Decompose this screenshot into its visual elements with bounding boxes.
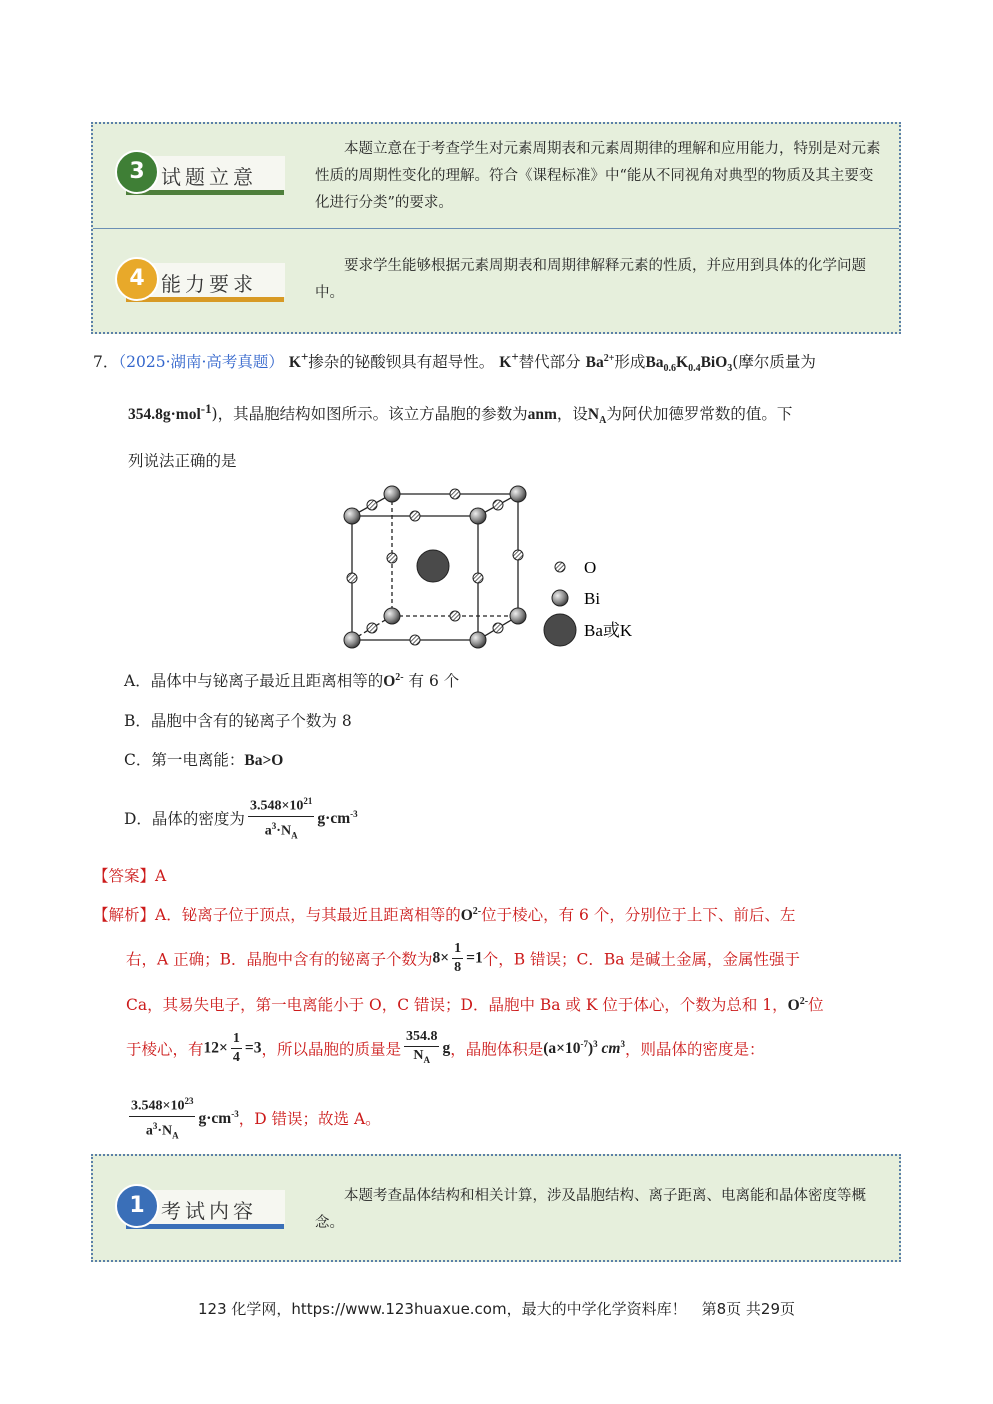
legend-bismuth-symbol xyxy=(552,590,568,606)
stem-text: ，设 xyxy=(556,405,588,424)
badge-number: 4 xyxy=(115,257,159,301)
badge-title: 能力要求 xyxy=(161,272,257,296)
page-footer: 123 化学网，https://www.123huaxue.com，最大的中学化学资料库！ 第8页 共29页 xyxy=(197,1300,795,1318)
bismuth-atom xyxy=(384,486,400,502)
oxygen-atom xyxy=(410,635,420,645)
question-number: 7． xyxy=(93,353,119,372)
k-ion: K+ xyxy=(288,349,309,372)
oxygen-atom xyxy=(493,623,503,633)
bismuth-atom xyxy=(344,508,360,524)
bismuth-atom xyxy=(344,632,360,648)
oxygen-atom xyxy=(367,623,377,633)
box-text-exam-content: 本题考查晶体结构和相关计算，涉及晶胞结构、离子距离、电离能和晶体密度等概念。 xyxy=(315,1188,866,1231)
badge-intent xyxy=(115,150,285,194)
fraction-one-quarter: $\frac{1}{4}$ xyxy=(232,1030,240,1065)
badge-title: 考试内容 xyxy=(161,1199,257,1223)
oxygen-atom xyxy=(473,573,483,583)
bismuth-atom xyxy=(510,486,526,502)
question-line-3: 列说法正确的是 xyxy=(128,452,237,470)
analysis-line-2: 右，A 正确；B．晶胞中含有的铋离子个数为8× $\frac{1}{8}$ =1个，B 错误；C．Ba 是碱土金属，金属性强于 xyxy=(126,941,800,975)
option-d[interactable]: D．晶体的密度为 $\frac{3.548\times 10^{21}}{a^3\cdot N_A}$ $g\cdot cm^{-3}$ xyxy=(124,792,358,844)
question-source: （2025·湖南·高考真题） xyxy=(118,353,284,372)
fraction-one-eighth: $\frac{1}{8}$ xyxy=(454,941,462,975)
oxygen-atom xyxy=(367,500,377,510)
ba-ion: $Ba^{2+}$ xyxy=(585,353,615,372)
k-ion: K+ xyxy=(499,349,519,372)
ba-k-atom xyxy=(417,550,449,582)
question-line-1 xyxy=(93,349,816,374)
param-a: anm xyxy=(527,406,557,424)
box-row-ability xyxy=(93,229,899,334)
option-b[interactable]: B．晶胞中含有的铋离子个数为 8 xyxy=(124,712,352,730)
box-text-intent: 本题立意在于考查学生对元素周期表和元素周期律的理解和应用能力，特别是对元素性质的周期性变化的理解。符合《课程标准》中“能从不同视角对典型的物质及其主要变化进行分类”的要求。 xyxy=(315,141,881,211)
oxygen-atom xyxy=(513,550,523,560)
legend-label-oxygen: O xyxy=(584,558,597,577)
stem-text: (摩尔质量为 xyxy=(732,353,816,372)
option-c[interactable]: C．第一电离能：Ba>O xyxy=(124,751,284,769)
molar-mass: 354.8g·mol$^{-1}$ xyxy=(128,401,212,424)
bismuth-atom xyxy=(470,632,486,648)
option-a[interactable]: A．晶体中与铋离子最近且距离相等的$O^{2-}$ 有 6 个 xyxy=(124,671,460,690)
stem-text: 掺杂的铋酸钡具有超导性。 xyxy=(308,353,495,372)
badge-number: 1 xyxy=(115,1184,159,1228)
info-box-bottom xyxy=(91,1154,901,1262)
legend-ba-k-symbol xyxy=(544,614,576,646)
analysis-line-1: 【解析】A．铋离子位于顶点，与其最近且距离相等的$O^{2-}$位于棱心，有 6 个，分别位于上下、前后、左 xyxy=(93,905,796,924)
fraction-mass: $\frac{354.8}{N_A}$ xyxy=(405,1029,438,1065)
question-line-2 xyxy=(128,401,792,426)
bismuth-atom xyxy=(510,608,526,624)
badge-ability xyxy=(115,257,285,301)
stem-text: 为阿伏加德罗常数的值。下 xyxy=(606,405,793,424)
oxygen-atom xyxy=(450,611,460,621)
analysis-line-5: $\frac{3.548\times 10^{23}}{a^3\cdot N_A}$ $g\cdot cm^{-3}$，D 错误；故选 A。 xyxy=(126,1092,381,1144)
crystal-cell-figure xyxy=(330,480,660,660)
oxygen-atom xyxy=(387,553,397,563)
info-box-top xyxy=(91,122,901,334)
analysis-line-4: 于棱心，有12× $\frac{1}{4}$ =3，所以晶胞的质量是 $\frac{354.8}{N_A}$ g，晶胞体积是$(a\times 10^{-7})^3$ $cm^3$，则晶体的密度是： xyxy=(126,1028,764,1069)
bismuth-atom xyxy=(384,608,400,624)
stem-text: 替代部分 xyxy=(518,353,581,372)
stem-text: )，其晶胞结构如图所示。该立方晶胞的参数为 xyxy=(211,405,528,424)
density-fraction: $\frac{3.548\times 10^{21}}{a^3\cdot N_A}$ xyxy=(248,792,314,844)
legend-label-ba-k: Ba或K xyxy=(584,621,633,640)
box-row-intent xyxy=(93,124,899,228)
avogadro: $N_A$ xyxy=(587,406,607,427)
legend-label-bismuth: Bi xyxy=(584,589,601,608)
box-text-ability: 要求学生能够根据元素周期表和周期律解释元素的性质，并应用到具体的化学问题中。 xyxy=(315,258,866,301)
oxygen-atom xyxy=(347,573,357,583)
answer-line: 【答案】A xyxy=(93,867,167,885)
oxygen-atom xyxy=(493,500,503,510)
badge-number: 3 xyxy=(115,150,159,194)
badge-title: 试题立意 xyxy=(161,165,257,189)
oxygen-atom xyxy=(410,511,420,521)
legend-oxygen-symbol xyxy=(555,562,565,572)
bismuth-atom xyxy=(470,508,486,524)
badge-exam-content xyxy=(115,1184,285,1228)
analysis-line-3: Ca，其易失电子，第一电离能小于 O，C 错误；D．晶胞中 Ba 或 K 位于体心，个数为总和 1，$O^{2-}$位 xyxy=(126,995,824,1014)
stem-text: 形成 xyxy=(614,353,646,372)
oxygen-atom xyxy=(450,489,460,499)
figure-legend xyxy=(544,558,633,646)
compound-formula: $Ba_{0.6}K_{0.4}BiO_3$ xyxy=(645,354,733,375)
density-fraction-answer: $\frac{3.548\times 10^{23}}{a^3\cdot N_A}$ xyxy=(129,1092,195,1144)
